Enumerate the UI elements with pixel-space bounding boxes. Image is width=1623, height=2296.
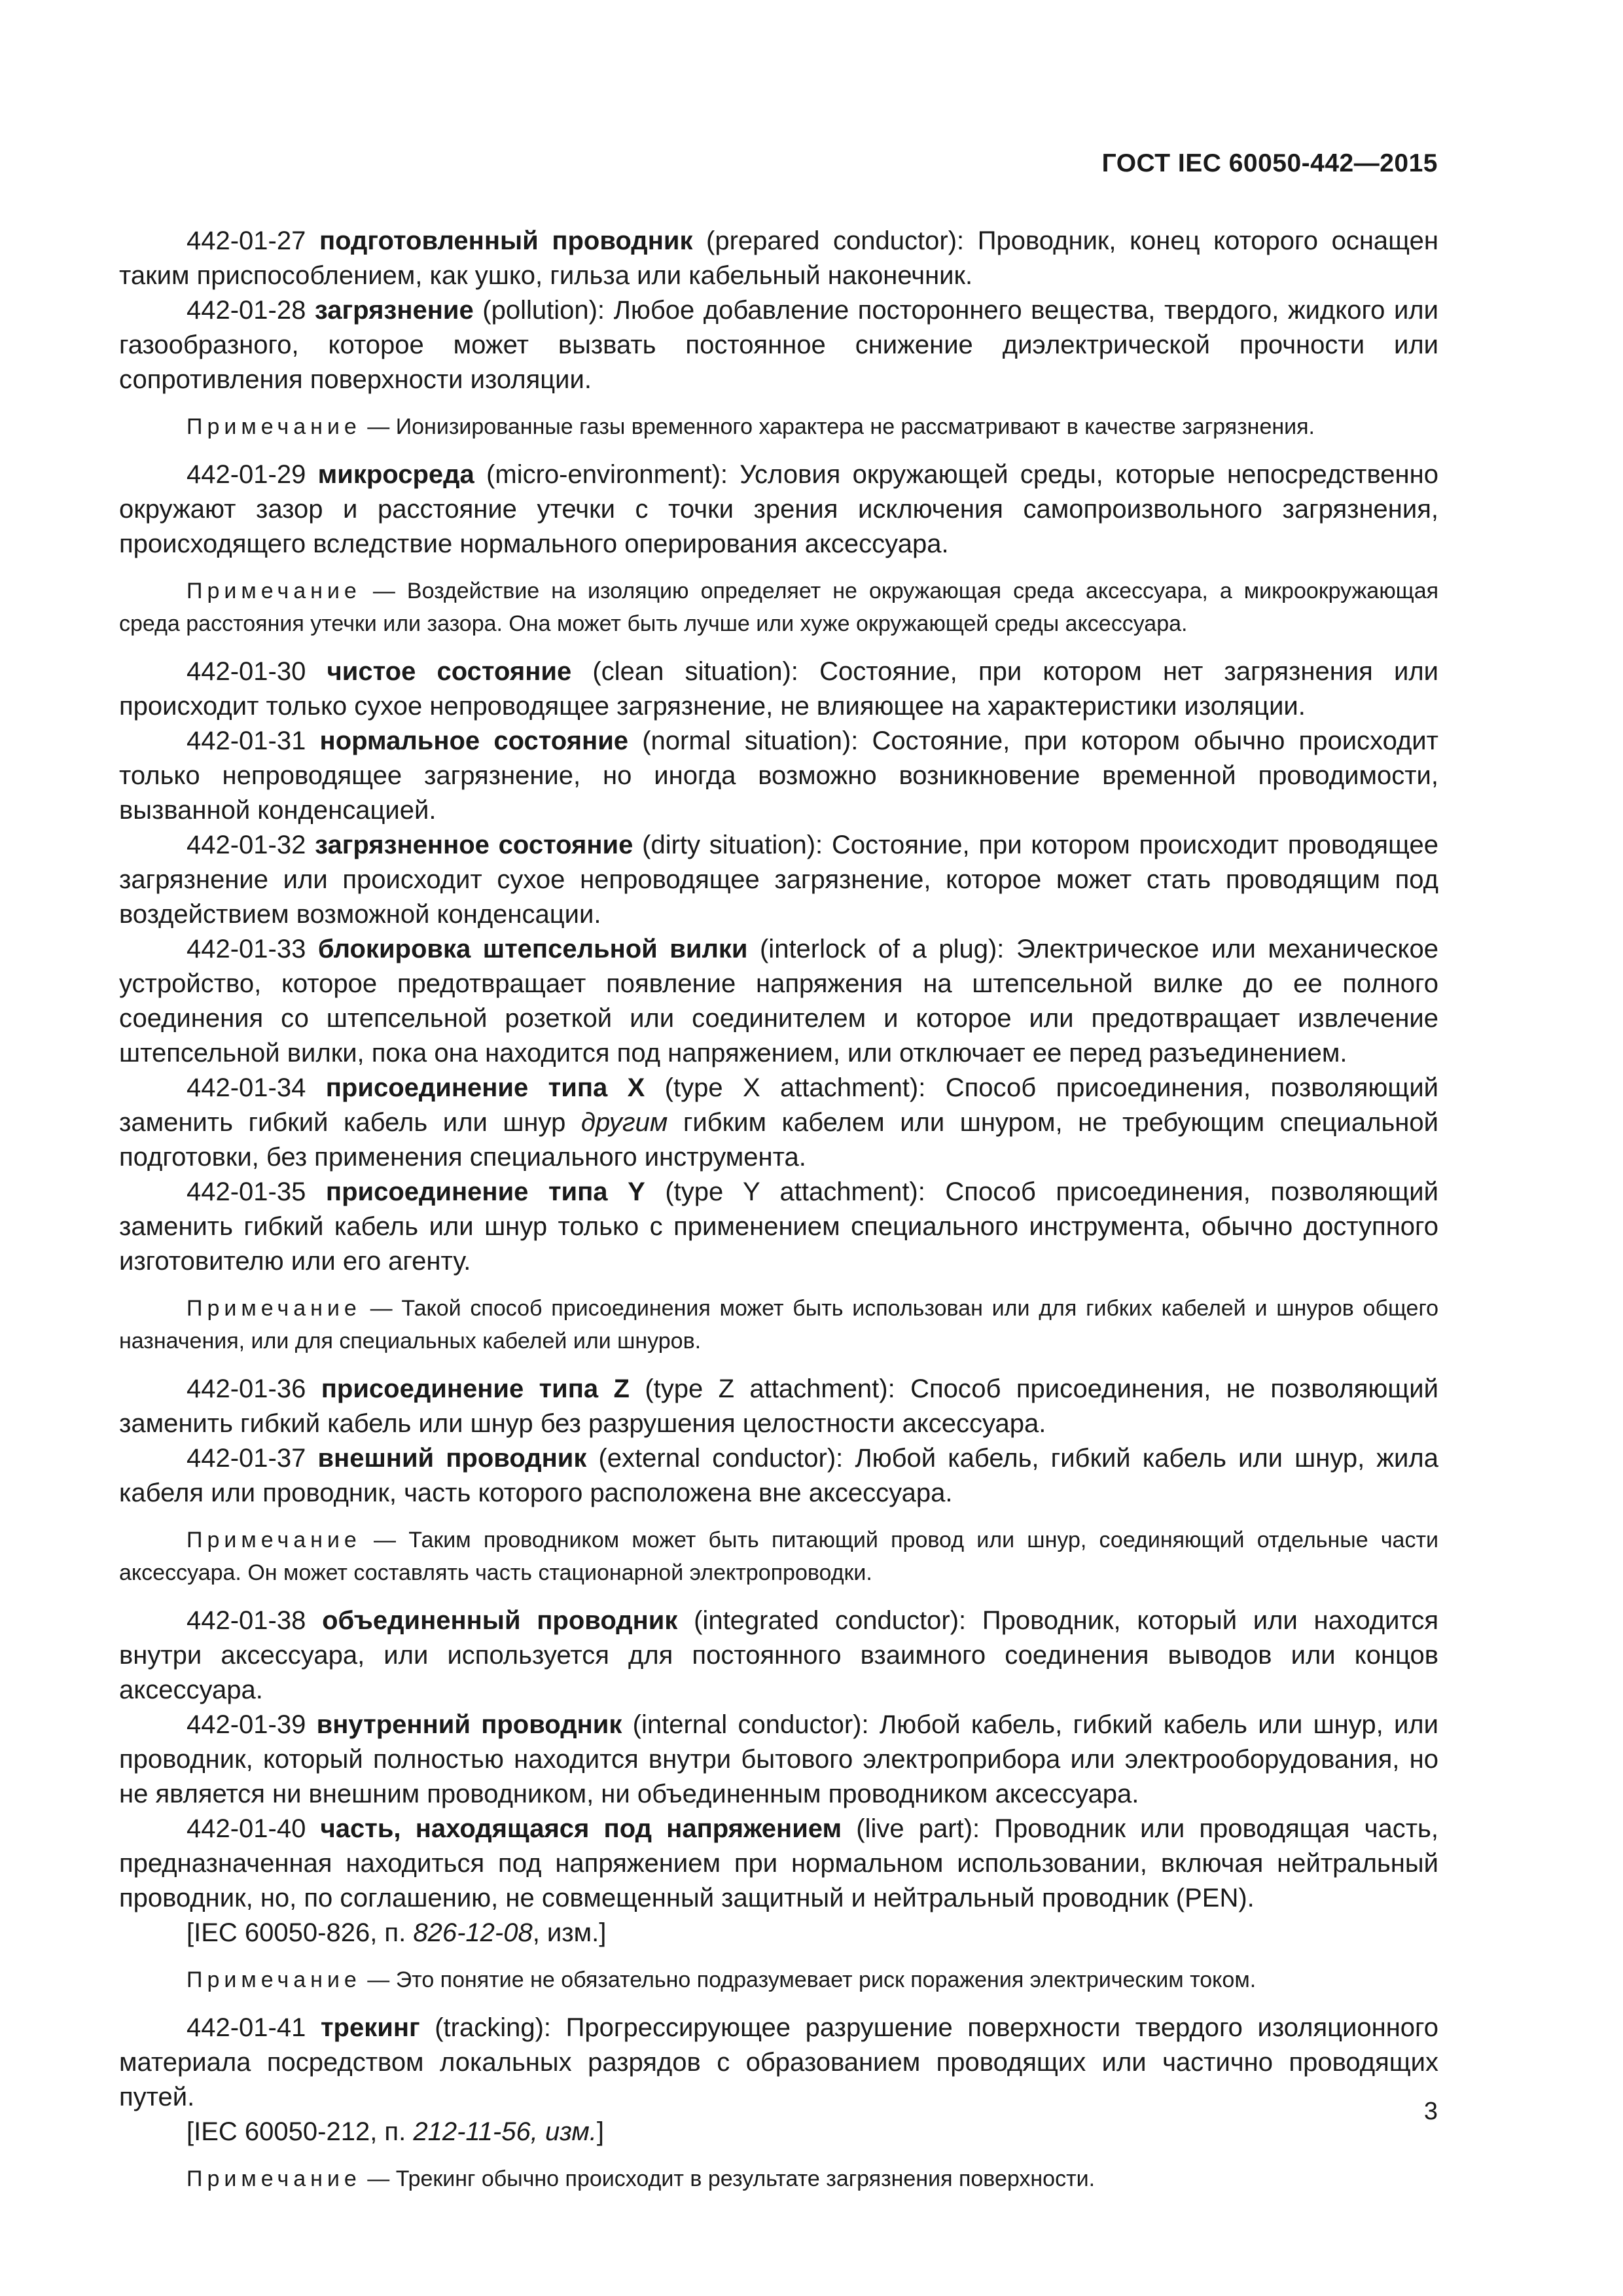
note-label: Примечание	[187, 414, 361, 439]
note	[119, 2162, 1438, 2195]
note	[119, 1964, 1438, 1996]
term-definition: Проводник, конец которого оснащен таким приспособлением, как ушко, гильза или кабельный наконечник.	[119, 226, 1438, 290]
term-entry	[119, 1372, 1438, 1441]
term-definition: гибким кабелем или шнуром, не требующим специальной подготовки, без применения специального инструмента.	[119, 1108, 1438, 1172]
term-number: 442-01-41	[187, 2013, 306, 2042]
term-entry	[119, 1604, 1438, 1708]
standard-designation: ГОСТ IEC 60050-442—2015	[1101, 149, 1438, 177]
term-entry	[119, 724, 1438, 828]
term-number: 442-01-31	[187, 726, 306, 755]
term-definition: Любое добавление постороннего вещества, твердого, жидкого или газообразного, которое может вызвать постоянное снижение диэлектрической прочности или сопротивления поверхности изоляции.	[119, 296, 1438, 394]
term-definition-emphasis: другим	[580, 1108, 668, 1137]
term-name: внешний проводник	[317, 1444, 587, 1473]
term-entry	[119, 1708, 1438, 1812]
term-name: микросреда	[317, 460, 474, 489]
term-definition: Электрическое или механическое устройство, которое предотвращает появление напряжения на штепсельной вилке до ее полного соединения со штепсельной розеткой или соединителем и которое или предотвращает извлечение штепсельной вилки, пока она находится под напряжением, или отключает ее перед разъединением.	[119, 935, 1438, 1067]
term-name: подготовленный проводник	[319, 226, 693, 255]
term-entry	[119, 828, 1438, 932]
term-definition: Условия окружающей среды, которые непосредственно окружают зазор и расстояние утечки с точки зрения исключения самопроизвольного загрязнения, происходящего вследствие нормального оперирования аксессуара.	[119, 460, 1438, 558]
term-definition: Состояние, при котором происходит проводящее загрязнение или происходит сухое непроводящее загрязнение, которое может стать проводящим под воздействием возможной конденсации.	[119, 831, 1438, 929]
note	[119, 575, 1438, 640]
term-number: 442-01-30	[187, 657, 306, 686]
term-definition: Любой кабель, гибкий кабель или шнур, жила кабеля или проводник, часть которого расположена вне аксессуара.	[119, 1444, 1438, 1507]
term-entry	[119, 932, 1438, 1071]
term-definition: Способ присоединения, позволяющий заменить гибкий кабель или шнур только с применением специального инструмента, обычно доступного изготовителю или его агенту.	[119, 1177, 1438, 1276]
term-entry	[119, 655, 1438, 724]
term-english: (tracking):	[435, 2013, 552, 2042]
term-number: 442-01-38	[187, 1606, 306, 1635]
term-english: (type Z attachment):	[645, 1374, 895, 1403]
terms-content	[119, 224, 1438, 2210]
term-number: 442-01-40	[187, 1814, 306, 1843]
note	[119, 1292, 1438, 1357]
term-english: (interlock of a plug):	[759, 935, 1005, 963]
term-entry	[119, 1071, 1438, 1175]
term-number: 442-01-27	[187, 226, 306, 255]
term-english: (micro-environment):	[486, 460, 728, 489]
note-dash: —	[370, 1296, 393, 1321]
note-text: Трекинг обычно происходит в результате загрязнения поверхности.	[395, 2166, 1096, 2191]
note-label: Примечание	[187, 579, 361, 603]
term-definition: Проводник или проводящая часть, предназначенная находиться под напряжением при нормальном использовании, включая нейтральный проводник, но, по соглашению, не совмещенный защитный и нейтральный проводник (PEN).	[119, 1814, 1438, 1912]
term-name: часть, находящаяся под напряжением	[320, 1814, 842, 1843]
term-number: 442-01-32	[187, 831, 306, 859]
term-entry	[119, 1441, 1438, 1511]
term-entry	[119, 1175, 1438, 1279]
source-reference: [IEC 60050-212, п. 212-11-56, изм.]	[187, 2117, 604, 2146]
term-name: чистое состояние	[327, 657, 572, 686]
note-text: Воздействие на изоляцию определяет не окружающая среда аксессуара, а микроокружающая среда расстояния утечки или зазора. Она может быть лучше или хуже окружающей среды аксессуара.	[119, 579, 1439, 636]
term-entry	[119, 293, 1438, 397]
term-name: загрязненное состояние	[315, 831, 633, 859]
term-name: присоединение типа Y	[325, 1177, 645, 1206]
note	[119, 410, 1438, 443]
term-english: (internal conductor):	[632, 1710, 869, 1739]
term-name: нормальное состояние	[319, 726, 629, 755]
source-reference: [IEC 60050-826, п. 826-12-08, изм.]	[187, 1918, 607, 1947]
term-english: (clean situation):	[592, 657, 798, 686]
note-dash: —	[367, 1967, 390, 1992]
term-definition: Проводник, который или находится внутри аксессуара, или используется для постоянного взаимного соединения выводов или концов аксессуара.	[119, 1606, 1438, 1704]
term-english: (dirty situation):	[642, 831, 823, 859]
term-name: блокировка штепсельной вилки	[317, 935, 748, 963]
term-name: загрязнение	[314, 296, 474, 325]
term-english: (integrated conductor):	[694, 1606, 967, 1635]
term-definition: Любой кабель, гибкий кабель или шнур, или проводник, который полностью находится внутри бытового электроприбора или электрооборудования, но не является ни внешним проводником, ни объединенным проводником аксессуара.	[119, 1710, 1438, 1808]
note-label: Примечание	[187, 1296, 361, 1321]
term-definition: Состояние, при котором нет загрязнения или происходит только сухое непроводящее загрязнение, не влияющее на характеристики изоляции.	[119, 657, 1439, 721]
term-definition: Способ присоединения, позволяющий заменить гибкий кабель или шнур	[119, 1073, 1439, 1137]
term-english: (type X attachment):	[664, 1073, 926, 1102]
term-number: 442-01-33	[187, 935, 306, 963]
term-english: (prepared conductor):	[706, 226, 965, 255]
note-text: Ионизированные газы временного характера не рассматривают в качестве загрязнения.	[395, 414, 1315, 439]
term-name: присоединение типа X	[325, 1073, 645, 1102]
term-entry	[119, 457, 1438, 562]
term-number: 442-01-36	[187, 1374, 306, 1403]
term-number: 442-01-35	[187, 1177, 306, 1206]
note-text: Такой способ присоединения может быть использован или для гибких кабелей и шнуров общего назначения, или для специальных кабелей или шнуров.	[119, 1296, 1439, 1354]
term-number: 442-01-37	[187, 1444, 306, 1473]
note-dash: —	[367, 2166, 390, 2191]
term-english: (external conductor):	[598, 1444, 844, 1473]
page-number: 3	[1423, 2098, 1438, 2125]
note-label: Примечание	[187, 1967, 361, 1992]
term-entry	[119, 224, 1438, 293]
note-label: Примечание	[187, 2166, 361, 2191]
term-number: 442-01-34	[187, 1073, 306, 1102]
term-name: объединенный проводник	[322, 1606, 678, 1635]
note-dash: —	[367, 414, 390, 439]
term-number: 442-01-39	[187, 1710, 306, 1739]
term-english: (live part):	[856, 1814, 980, 1843]
term-entry	[119, 2011, 1438, 2115]
term-definition: Способ присоединения, не позволяющий заменить гибкий кабель или шнур без разрушения целостности аксессуара.	[119, 1374, 1438, 1438]
note-text: Это понятие не обязательно подразумевает риск поражения электрическим током.	[395, 1967, 1257, 1992]
term-definition: Состояние, при котором обычно происходит только непроводящее загрязнение, но иногда возможно возникновение временной проводимости, вызванной конденсацией.	[119, 726, 1438, 825]
term-english: (normal situation):	[642, 726, 859, 755]
note-label: Примечание	[187, 1528, 361, 1552]
term-name: присоединение типа Z	[321, 1374, 630, 1403]
term-english: (pollution):	[482, 296, 605, 325]
term-name: трекинг	[320, 2013, 420, 2042]
term-definition: Прогрессирующее разрушение поверхности твердого изоляционного материала посредством локальных разрядов с образованием проводящих или частично проводящих путей.	[119, 2013, 1438, 2111]
note	[119, 1524, 1438, 1589]
note-text: Таким проводником может быть питающий провод или шнур, соединяющий отдельные части аксессуара. Он может составлять часть стационарной электропроводки.	[119, 1528, 1439, 1585]
note-dash: —	[374, 1528, 397, 1552]
term-english: (type Y attachment):	[665, 1177, 925, 1206]
note-dash: —	[372, 579, 395, 603]
term-entry	[119, 1812, 1438, 1916]
term-number: 442-01-29	[187, 460, 306, 489]
term-number: 442-01-28	[187, 296, 306, 325]
term-name: внутренний проводник	[316, 1710, 622, 1739]
